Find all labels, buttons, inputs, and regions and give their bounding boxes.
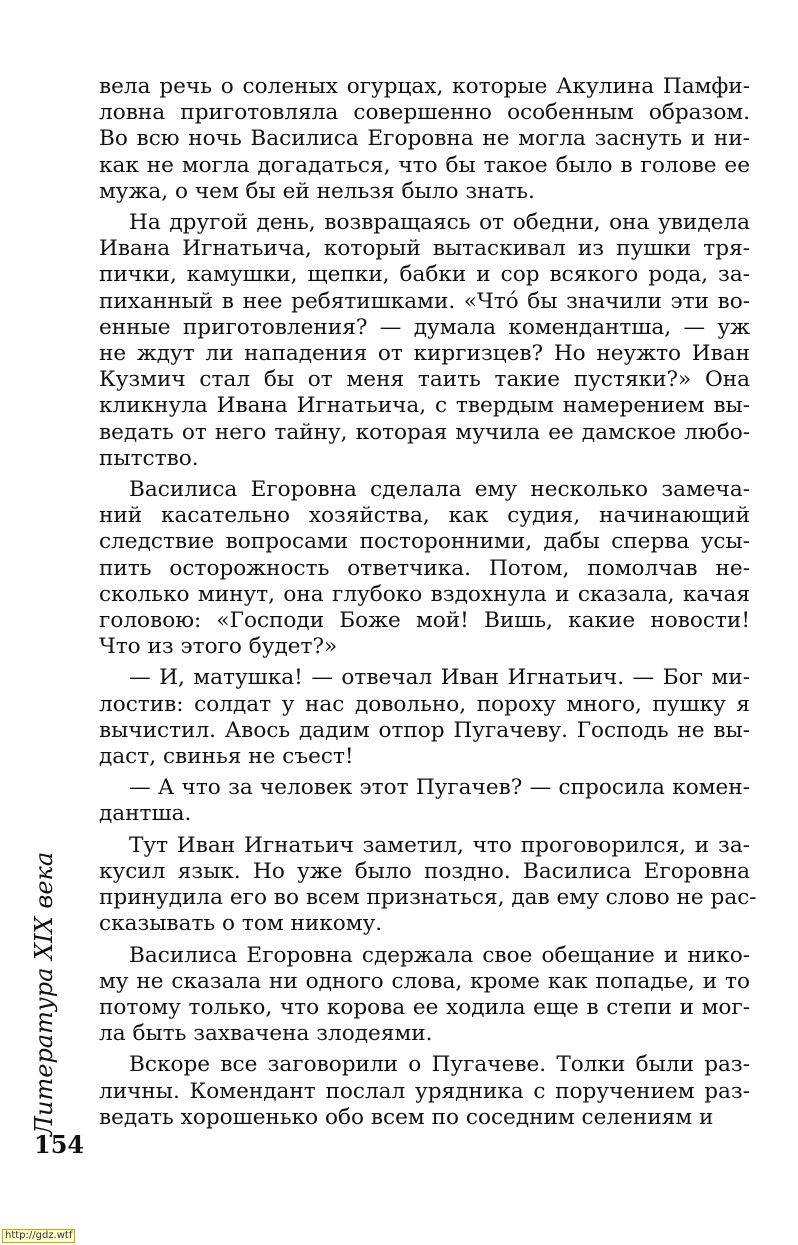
text-line: принудила его во всем признаться, дав ему слово не рас- xyxy=(99,885,757,911)
text-line: Вскоре все заговорили о Пугачеве. Толки были раз- xyxy=(129,1052,750,1078)
paragraph xyxy=(99,210,750,472)
text-line: как не могла догадаться, что бы такое было в голове ее xyxy=(99,152,750,178)
paragraph xyxy=(99,832,757,938)
paragraph xyxy=(99,74,750,205)
text-line: ла быть захвачена злодеями. xyxy=(99,1021,433,1047)
text-line: ний касательно хозяйства, как судия, начинающий xyxy=(99,503,750,529)
paragraph xyxy=(99,1052,750,1131)
text-line: кликнула Ивана Игнатьича, с твердым намерением вы- xyxy=(99,393,750,419)
paragraph xyxy=(99,943,750,1048)
text-line: пить осторожность ответчика. Потом, помолчав не- xyxy=(99,555,750,581)
text-line: ведать хорошенько обо всем по соседним селениям и xyxy=(99,1104,714,1130)
text-line: вычистил. Авось дадим отпор Пугачеву. Господь не вы- xyxy=(99,717,750,743)
text-line: даст, свинья не съест! xyxy=(99,744,354,770)
text-line: мужа, о чем бы ей нельзя было знать. xyxy=(99,178,535,204)
text-line: сказывать о том никому. xyxy=(99,911,383,937)
text-line: Кузмич стал бы от меня таить такие пустяки?» Она xyxy=(99,367,750,393)
text-line: кусил язык. Но уже было поздно. Василиса Егоровна xyxy=(99,858,750,884)
text-line: Во всю ночь Василиса Егоровна не могла заснуть и ни- xyxy=(99,126,750,152)
text-line: потому только, что корова ее ходила еще в степи и мог- xyxy=(99,994,750,1020)
text-line: следствие вопросами посторонними, дабы сперва усы- xyxy=(99,529,750,555)
text-line: Ивана Игнатьича, который вытаскивал из пушки тря- xyxy=(99,236,750,262)
text-line: лостив: солдат у нас довольно, пороху много, пушку я xyxy=(99,691,750,717)
text-line: Василиса Егоровна сделала ему несколько замеча- xyxy=(129,477,750,503)
text-line: енные приготовления? — думала комендантша, — уж xyxy=(99,314,750,340)
text-line: пички, камушки, щепки, бабки и сор всякого рода, за- xyxy=(99,262,750,288)
text-line: На другой день, возвращаясь от обедни, она увидела xyxy=(129,210,750,236)
text-line: — И, матушка! — отвечал Иван Игнатьич. — Бог ми- xyxy=(129,665,750,691)
text-line: пытство. xyxy=(99,445,199,471)
text-line: Что из этого будет?» xyxy=(99,634,338,660)
text-line: не ждут ли нападения от киргизцев? Но неужто Иван xyxy=(99,341,750,367)
text-line: — А что за человек этот Пугачев? — спросила комен- xyxy=(129,775,750,801)
text-line: вела речь о соленых огурцах, которые Акулина Памфи- xyxy=(99,74,750,99)
watermark-link[interactable]: http://gdz.wtf xyxy=(2,1229,75,1243)
page-number: 154 xyxy=(34,1130,85,1159)
paragraph xyxy=(99,775,750,827)
running-section-title: Литература XIX века xyxy=(30,851,58,1136)
paragraph xyxy=(99,477,750,660)
text-line: Василиса Егоровна сдержала свое обещание и нико- xyxy=(129,942,750,968)
text-line: ведать от него тайну, которая мучила ее дамское любо- xyxy=(99,419,750,445)
text-line: сколько минут, она глубоко вздохнула и сказала, качая xyxy=(99,581,750,607)
text-line: пиханный в нее ребятишками. «Что́ бы значили эти во- xyxy=(99,288,750,314)
text-line: му не сказала ни одного слова, кроме как попадье, и то xyxy=(99,968,750,994)
text-line: головою: «Господи Боже мой! Вишь, какие новости! xyxy=(99,608,750,634)
text-line: ловна приготовляла совершенно особенным образом. xyxy=(99,100,750,126)
text-line: дантша. xyxy=(99,801,192,827)
text-line: личны. Комендант послал урядника с поручением раз- xyxy=(99,1078,750,1104)
page-body xyxy=(99,74,757,1136)
text-line: Тут Иван Игнатьич заметил, что проговорился, и за- xyxy=(129,832,750,858)
paragraph xyxy=(99,665,750,770)
